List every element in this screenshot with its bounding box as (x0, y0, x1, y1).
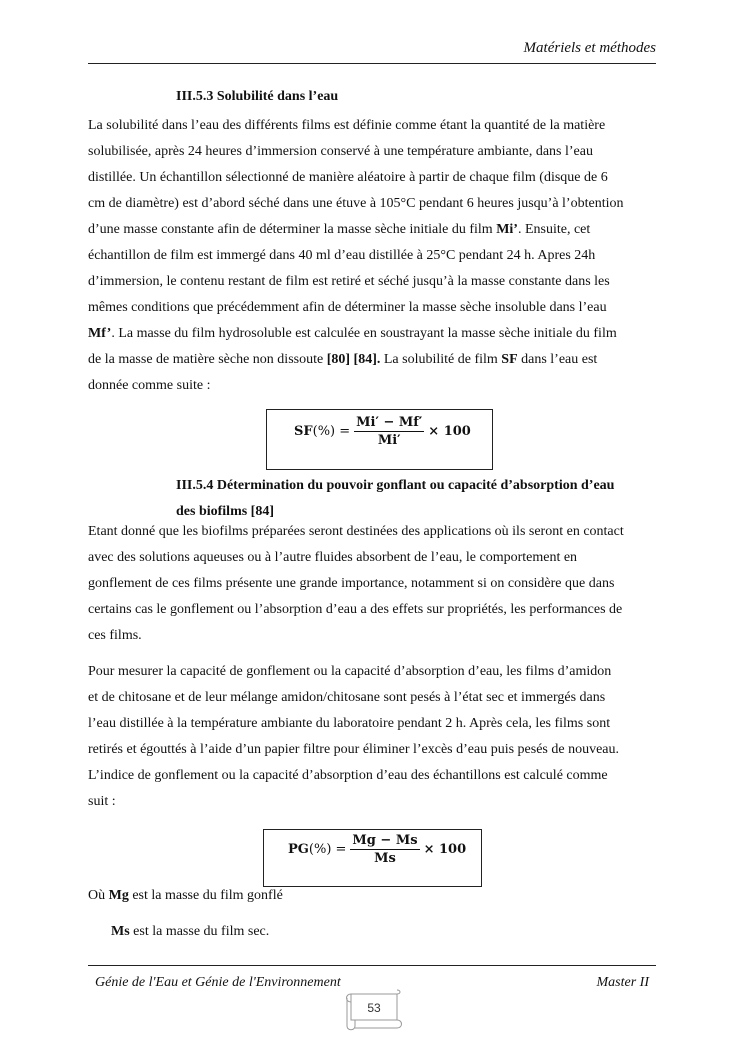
mg-symbol: Mg (108, 888, 129, 903)
text-line: de la masse de matière sèche non dissoute [80] [84]. La solubilité de film SF dans l’eau est (88, 352, 598, 367)
equation-pg-factor: × 100 (423, 841, 467, 857)
text-line: certains cas le gonflement ou l’absorption d’eau a des effets sur propriétés, les performances de (88, 602, 623, 617)
text-line: gonflement de ces films présente une grande importance, notamment si on considère que dans (88, 576, 615, 591)
text-line: mêmes conditions que précédemment afin de déterminer la masse sèche insoluble dans l’eau (88, 300, 607, 315)
paragraph-solubility (88, 113, 656, 399)
section-heading-354-line2: des biofilms [84] (176, 504, 274, 519)
text-line: Etant donné que les biofilms préparées seront destinées des applications où ils seront en contact (88, 524, 624, 539)
equation-sf-fraction (354, 415, 424, 448)
equation-pg (288, 829, 466, 869)
equation-pg-fraction (350, 833, 419, 866)
equation-sf-denominator: Mi′ (377, 432, 401, 448)
text-line: et de chitosane et de leur mélange amidon/chitosane sont pesés à l’état sec et immergés dans (88, 690, 606, 705)
equation-pg-numerator: Mg − Ms (352, 832, 418, 848)
footer-right-text: Master II (596, 975, 649, 990)
mf-symbol: Mf’ (88, 326, 112, 341)
equation-sf-lhs: SF (294, 423, 313, 439)
text-line: d’immersion, le contenu restant de film est retiré et séché jusqu’à la masse constante dans les (88, 274, 610, 289)
ms-symbol: Ms (111, 924, 130, 939)
text-line: L’indice de gonflement ou la capacité d’absorption d’eau des échantillons est calculé comme (88, 768, 608, 783)
text-line: La solubilité dans l’eau des différents films est définie comme étant la quantité de la matière (88, 118, 606, 133)
equation-pg-unit: (%) = (308, 841, 347, 857)
page-header-title: Matériels et méthodes (523, 40, 656, 56)
text-line: solubilisée, après 24 heures d’immersion conservé à une température ambiante, dans l’eau (88, 144, 593, 159)
text-line: ces films. (88, 628, 142, 643)
text-line: d’une masse constante afin de déterminer la masse sèche initiale du film Mi’. Ensuite, cet (88, 222, 591, 237)
section-heading-354-line1: III.5.4 Détermination du pouvoir gonflant ou capacité d’absorption d’eau (176, 478, 615, 493)
header-rule (88, 63, 656, 64)
section-heading-354 (176, 473, 614, 525)
equation-sf-factor: × 100 (428, 423, 471, 439)
sf-symbol: SF (501, 352, 518, 367)
text-line: l’eau distillée à la température ambiante du laboratoire pendant 2 h. Après cela, les films sont (88, 716, 611, 731)
equation-sf (294, 411, 471, 451)
text-line: retirés et égouttés à l’aide d’un papier filtre pour éliminer l’excès d’eau puis pesés de nouveau. (88, 742, 620, 757)
equation-pg-lhs: PG (288, 841, 309, 857)
footer-rule (88, 965, 656, 966)
text-line: cm de diamètre) est d’abord séché dans une étuve à 105°C pendant 6 heures jusqu’à l’obtention (88, 196, 624, 211)
paragraph-swelling-method (88, 659, 656, 815)
text-line: suit : (88, 794, 116, 809)
text-line: donnée comme suite : (88, 378, 211, 393)
footer-left-text: Génie de l'Eau et Génie de l'Environnement (95, 975, 341, 990)
definition-ms: Ms est la masse du film sec. (111, 924, 270, 939)
text-line: distillée. Un échantillon sélectionné de manière aléatoire à partir de chaque film (disque de 6 (88, 170, 608, 185)
section-heading-353: III.5.3 Solubilité dans l’eau (176, 89, 339, 104)
equation-sf-unit: (%) = (312, 423, 351, 439)
text-line: Pour mesurer la capacité de gonflement ou la capacité d’absorption d’eau, les films d’amidon (88, 664, 612, 679)
mi-symbol: Mi’ (496, 222, 518, 237)
equation-pg-denominator: Ms (374, 850, 396, 866)
text-line: Mf’. La masse du film hydrosoluble est calculée en soustrayant la masse sèche initiale du film (88, 326, 617, 341)
page-number: 53 (367, 1001, 381, 1015)
definition-mg: Où Mg est la masse du film gonflé (88, 888, 283, 903)
citation-refs: [80] [84]. (326, 352, 381, 367)
text-line: avec des solutions aqueuses ou à l’autre fluides absorbent de l’eau, le comportement en (88, 550, 578, 565)
paragraph-swelling-intro (88, 519, 656, 649)
equation-sf-numerator: Mi′ − Mf′ (356, 414, 423, 430)
text-line: échantillon de film est immergé dans 40 ml d’eau distillée à 25°C pendant 24 h. Apres 24h (88, 248, 596, 263)
